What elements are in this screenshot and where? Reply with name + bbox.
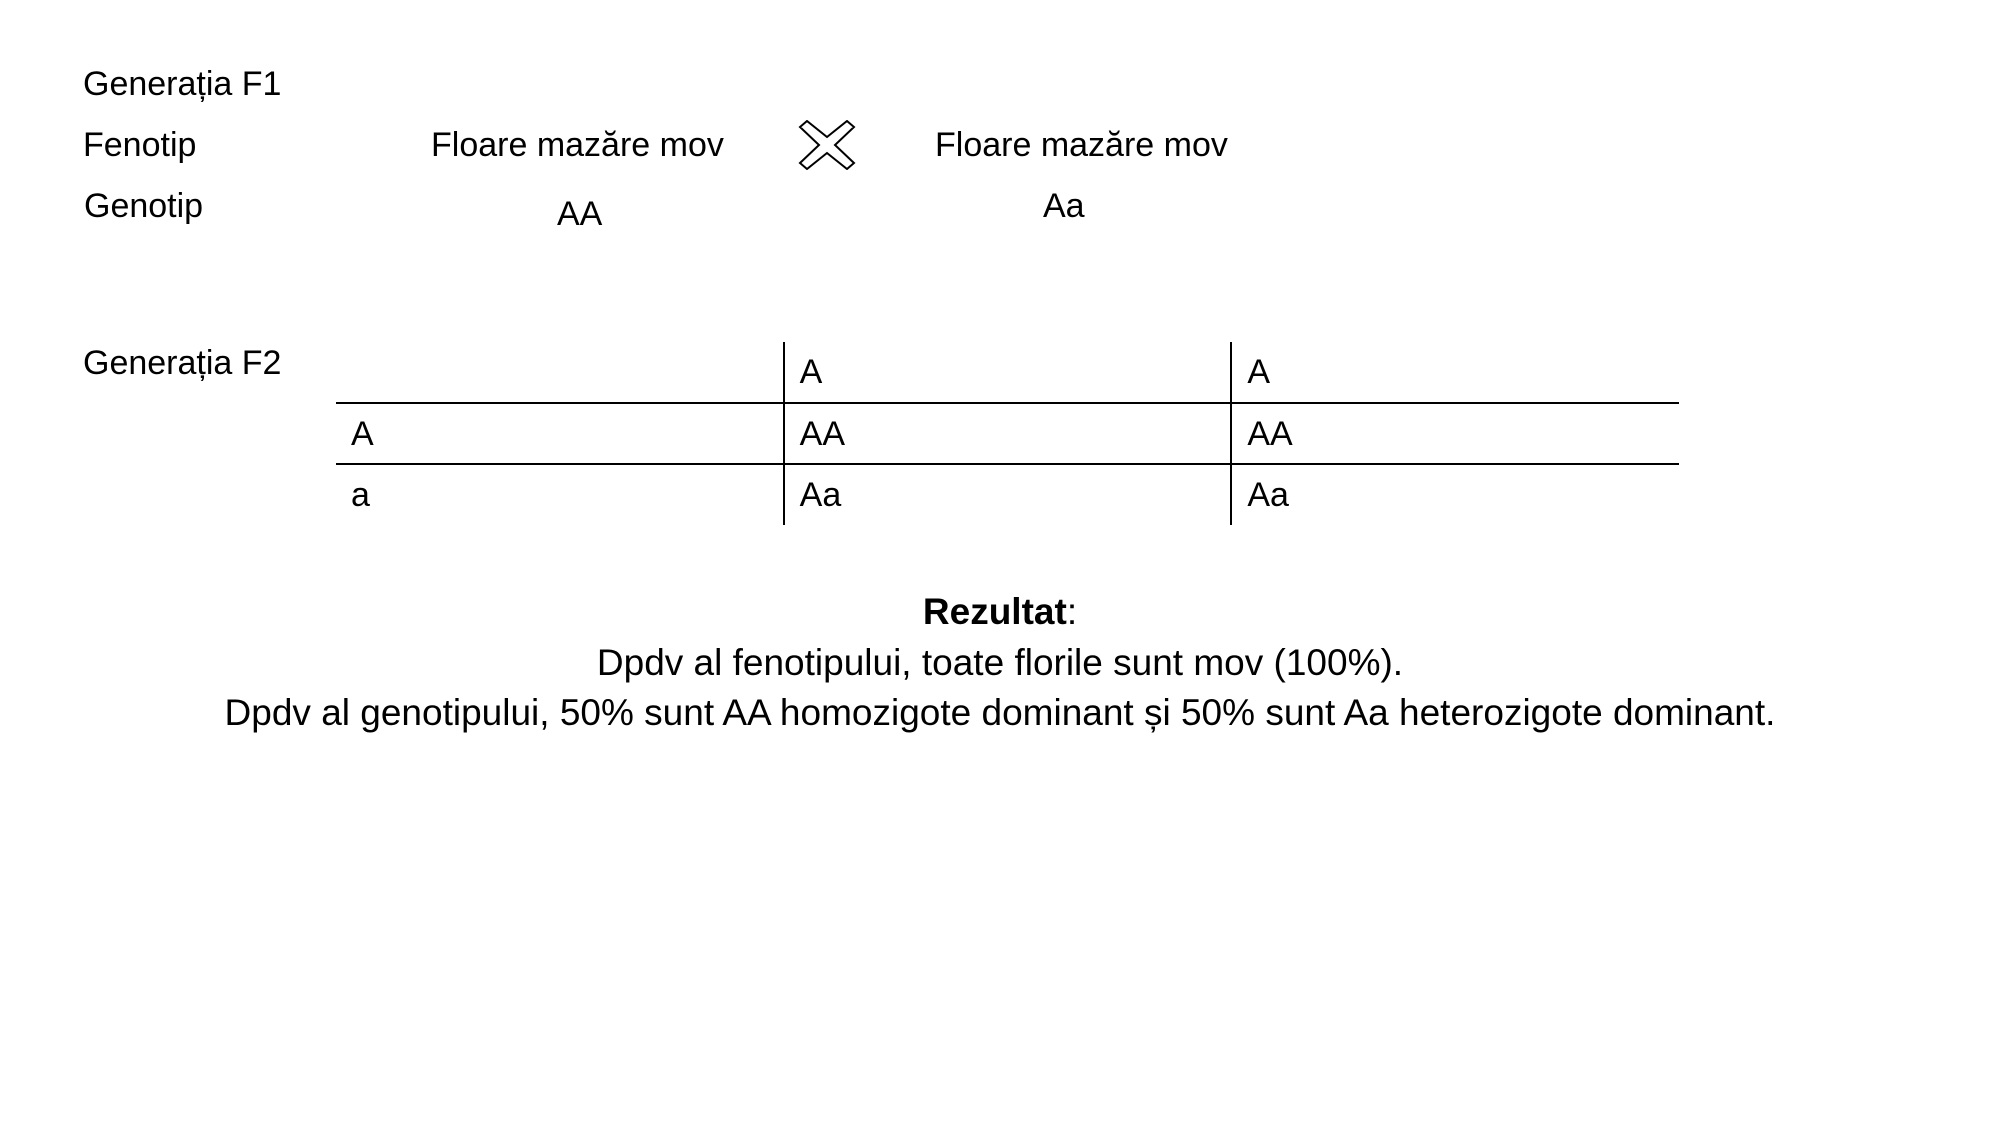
- punnett-cell: Aa: [1231, 464, 1679, 525]
- result-heading: [0, 587, 2000, 637]
- punnett-corner-cell: [336, 342, 784, 403]
- punnett-header-row: [336, 342, 1679, 403]
- parent1-phenotype: Floare mazăre mov: [431, 126, 724, 164]
- punnett-row-header: a: [351, 476, 370, 514]
- punnett-cell: Aa: [784, 464, 1232, 525]
- f1-title: Generația F1: [83, 65, 282, 103]
- result-heading-label: Rezultat: [922, 591, 1067, 632]
- result-line-genotype: Dpdv al genotipului, 50% sunt AA homozigote dominant și 50% sunt Aa heterozigote dominant.: [224, 692, 1776, 733]
- punnett-header-cell: A: [784, 342, 1232, 403]
- punnett-row: [336, 403, 1679, 464]
- fenotip-label: Fenotip: [83, 126, 197, 164]
- parent2-phenotype: Floare mazăre mov: [935, 126, 1228, 164]
- result-line-phenotype: Dpdv al fenotipului, toate florile sunt mov (100%).: [596, 642, 1404, 683]
- punnett-cell: AA: [784, 403, 1232, 464]
- punnett-header-cell: A: [1231, 342, 1679, 403]
- genotip-label: Genotip: [84, 187, 204, 225]
- punnett-row-header: A: [336, 403, 784, 464]
- punnett-row: [336, 464, 1679, 525]
- punnett-square: [336, 342, 1679, 525]
- parent2-genotype: Aa: [1043, 187, 1085, 225]
- parent1-genotype: AA: [557, 195, 603, 233]
- f2-title: Generația F2: [83, 344, 282, 382]
- punnett-cell: AA: [1231, 403, 1679, 464]
- cross-icon: [798, 120, 856, 170]
- result-heading-colon: :: [1066, 591, 1078, 632]
